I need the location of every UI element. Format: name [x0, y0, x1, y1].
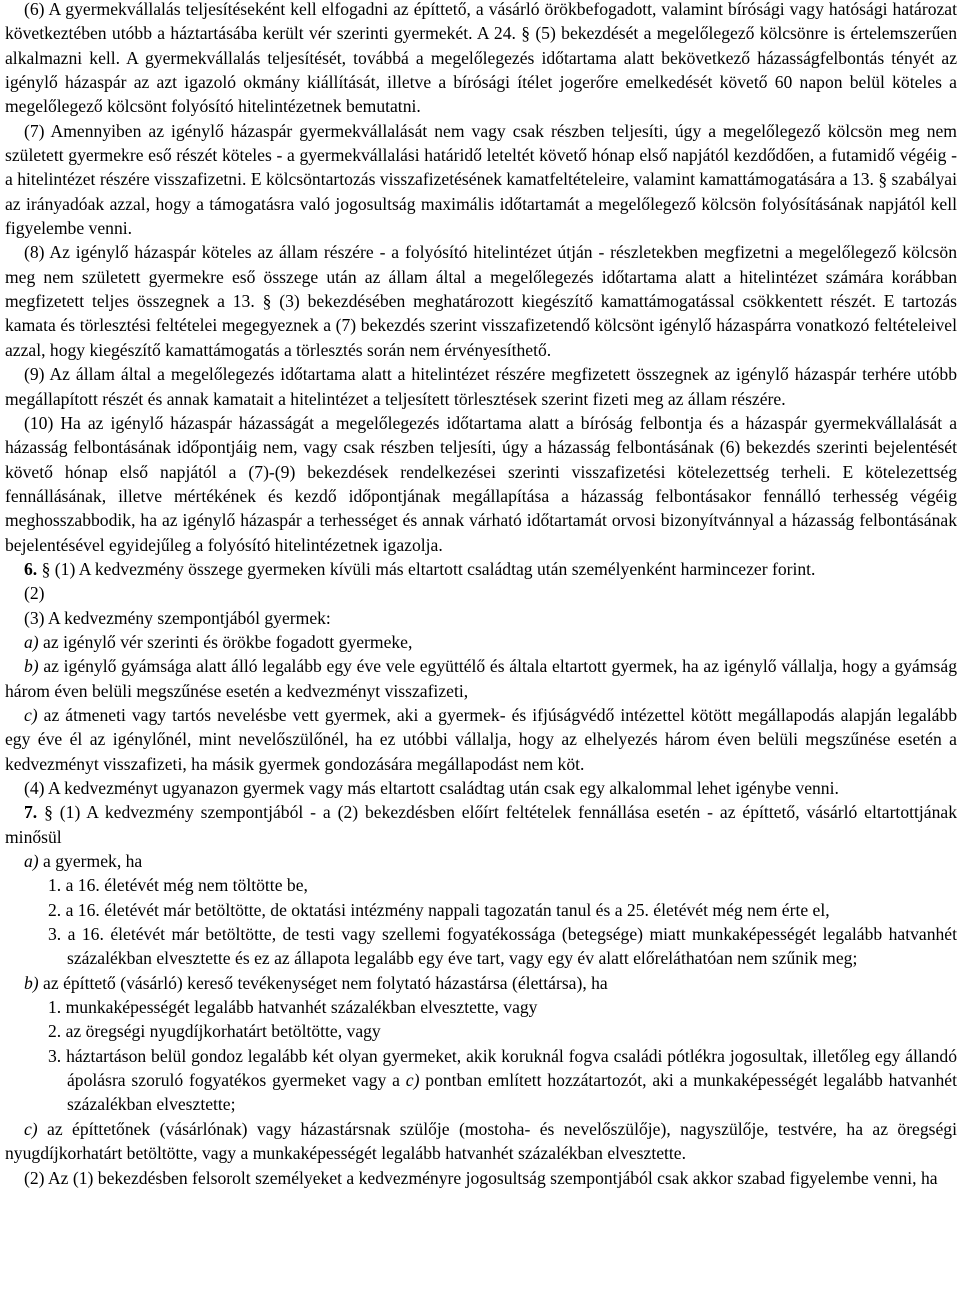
section-number: 7.: [24, 802, 38, 823]
paragraph-p7: [5, 119, 957, 241]
paragraph-text: a gyermek, ha: [38, 851, 143, 872]
paragraph-text: 3. háztartáson belül gondoz legalább két olyan gyermeket, akik koruknál fogva családi pótlékra jogosultak, illetőleg egy állandó ápolásra szoruló fogyatékos gyermeket vagy a: [48, 1045, 957, 1091]
paragraph-s7-1b2: [5, 1019, 957, 1043]
paragraph-text: az igénylő gyámsága alatt álló legalább egy éve vele együttélő és általa eltartott gyermek, ha az igénylő vállalja, hogy a gyámság három éven belüli megszűnése esetén a kedvezményt visszafizeti,: [5, 656, 957, 701]
paragraph-s6-3: [5, 606, 957, 630]
paragraph-text: (9) Az állam által a megelőlegezés időtartama alatt a hitelintézet részére megfizetett összegnek az igénylő házaspár terhére utóbb megállapított részét és annak kamatait a hitelintézet a teljesített törlesztések szerint fizeti meg az állam részére.: [5, 364, 957, 409]
paragraph-s7-1b1: [5, 995, 957, 1019]
document-page: [5, 0, 957, 1190]
paragraph-text: 2. az öregségi nyugdíjkorhatárt betöltötte, vagy: [48, 1021, 381, 1042]
paragraph-s7-2: [5, 1166, 957, 1190]
paragraph-text: (8) Az igénylő házaspár köteles az állam részére - a folyósító hitelintézet útján - részletekben megfizetni a megelőlegező kölcsön meg nem született gyermekre eső összege után az állam által a megelőlegezés időtartama alatt a hitelintézet számára korábban megfizetett teljes összegnek a 13. § (3) bekezdésében meghatározott kiegészítő kamattámogatással csökkentett részét. E tartozás kamata és törlesztési feltételei megegyeznek a (7) bekezdés szerint visszafizetendő kölcsönt igénylő házaspárra vonatkozó feltételeivel azzal, hogy kiegészítő kamattámogatás a törlesztés során nem érvényesíthető.: [5, 242, 957, 360]
paragraph-s7-1c: [5, 1117, 957, 1166]
point-letter: a): [24, 851, 39, 872]
point-letter: c): [24, 704, 38, 725]
paragraph-text: (10) Ha az igénylő házaspár házasságát a megelőlegezés időtartama alatt a bíróság felbontja és a házaspár gyermekvállalását a házasság felbontásának időpontjáig nem, vagy csak részben teljesíti, úgy a házasság felbontásának (6) bekezdés szerinti bejelentését követő hónap első napjától a (7)-(9) bekezdések rendelkezései szerinti visszafizetési kötelezettség terheli. E kötelezettség fennállásának, illetve mértékének és kezdő időpontjának megállapítása a házasság felbontásakor fennálló terhesség végéig meghosszabbodik, ha az igénylő házaspár a terhességet és annak várható időtartamát orvosi bizonyítvánnyal a házasság felbontásának bejelentésével egyidejűleg a folyósító hitelintézetnek igazolja.: [5, 412, 957, 555]
paragraph-s7-1b: [5, 971, 957, 995]
paragraph-s6-4: [5, 776, 957, 800]
paragraph-text: § (1) A kedvezmény szempontjából - a (2) bekezdésben előírt feltételek fennállása esetén - az építtető, vásárló eltartottjának minősül: [5, 802, 957, 847]
paragraph-text: (2): [24, 583, 45, 604]
point-letter: b): [24, 656, 39, 677]
point-letter: a): [24, 631, 39, 652]
paragraph-s6-2: [5, 581, 957, 605]
paragraph-s7-1a2: [5, 898, 957, 922]
paragraph-text: § (1) A kedvezmény összege gyermeken kívüli más eltartott családtag után személyenként harmincezer forint.: [37, 558, 816, 579]
paragraph-s6-3b: [5, 654, 957, 703]
paragraph-p8: [5, 240, 957, 362]
paragraph-text: pontban említett hozzátartozót, aki a munkaképességét legalább hatvanhét százalékban elvesztette;: [67, 1070, 957, 1115]
paragraph-s7-1b3: [5, 1044, 957, 1117]
point-letter: c): [24, 1118, 38, 1139]
paragraph-s6-3a: [5, 630, 957, 654]
paragraph-s6-1: [5, 557, 957, 581]
paragraph-text: (3) A kedvezmény szempontjából gyermek:: [24, 607, 331, 628]
paragraph-text: (4) A kedvezményt ugyanazon gyermek vagy más eltartott családtag után csak egy alkalommal lehet igénybe venni.: [24, 778, 839, 798]
paragraph-text: 2. a 16. életévét már betöltötte, de oktatási intézmény nappali tagozatán tanul és a 25. életévét még nem érte el,: [48, 899, 830, 920]
paragraph-text: 3. a 16. életévét már betöltötte, de testi vagy szellemi fogyatékossága (betegsége) miatt munkaképességét legalább hatvanhét százalékban elvesztette és ez az állapota legalább egy éve tart, vagy egy év alatt előreláthatóan nem szűnik meg;: [48, 924, 957, 969]
paragraph-text: az igénylő vér szerinti és örökbe fogadott gyermeke,: [38, 631, 413, 652]
paragraph-text: az építtetőnek (vásárlónak) vagy házastársnak szülője (mostoha- és nevelőszülője), nagyszülője, testvére, ha az öregségi nyugdíjkorhatárt betöltötte, vagy a munkaképességét legalább hatvanhét százalékban elvesztette.: [5, 1118, 957, 1164]
paragraph-p10: [5, 411, 957, 557]
point-letter: b): [24, 972, 39, 993]
paragraph-s7-1a1: [5, 873, 957, 897]
paragraph-text: (7) Amennyiben az igénylő házaspár gyermekvállalását nem vagy csak részben teljesíti, úgy a megelőlegező kölcsön meg nem született gyermekre eső részét köteles - a gyermekvállalási határidő leteltét követő hónap első napjától kezdődően, a futamidő végéig - a hitelintézet részére visszafizetni. E kölcsöntartozás visszafizetésének kamatfeltételeire, valamint kamattámogatására a 13. § szabályai az irányadóak azzal, hogy a támogatásra való jogosultság maximális időtartamát a megelőlegező kölcsön folyósításának napjától kell figyelembe venni.: [5, 120, 957, 239]
section-number: 6.: [24, 558, 38, 579]
paragraph-s6-3c: [5, 703, 957, 776]
paragraph-s7-1: [5, 800, 957, 849]
paragraph-p6: [5, 0, 957, 119]
paragraph-text: 1. a 16. életévét még nem töltötte be,: [48, 875, 308, 896]
paragraph-s7-1a: [5, 849, 957, 873]
paragraph-p9: [5, 362, 957, 411]
paragraph-text: az építtető (vásárló) kereső tevékenységet nem folytató házastársa (élettársa), ha: [38, 972, 608, 993]
paragraph-text: az átmeneti vagy tartós nevelésbe vett gyermek, aki a gyermek- és ifjúságvédő intézettel kötött megállapodás alapján legalább egy éve él az igénylőnél, mint nevelőszülőnél, ha ez utóbbi vállalja, hogy az elhelyezés három éven belüli megszűnése esetén a kedvezményt visszafizeti, ha másik gyermek gondozására megállapodást nem köt.: [5, 704, 957, 774]
paragraph-text: 1. munkaképességét legalább hatvanhét százalékban elvesztette, vagy: [48, 997, 538, 1018]
paragraph-text: (6) A gyermekvállalás teljesítéseként kell elfogadni az építtető, a vásárló örökbefogadott, valamint bírósági vagy hatósági határozat következtében utóbb a háztartásába került vér szerinti gyermekét. A 24. § (5) bekezdését a megelőlegező kölcsönre is értelemszerűen alkalmazni kell. A gyermekvállalás teljesítését, továbbá a megelőlegezés időtartama alatt bekövetkező házasságfelbontás tényét az igénylő házaspár az azt igazoló okmány kiállítását, illetve a bírósági ítélet jogerőre emelkedését követő 60 napon belül köteles a megelőlegező kölcsönt folyósító hitelintézetnek bemutatni.: [5, 0, 957, 117]
paragraph-text: (2) Az (1) bekezdésben felsorolt személyeket a kedvezményre jogosultság szempontjából csak akkor szabad figyelembe venni, ha: [24, 1167, 938, 1188]
paragraph-s7-1a3: [5, 922, 957, 971]
point-letter: c): [405, 1070, 420, 1091]
